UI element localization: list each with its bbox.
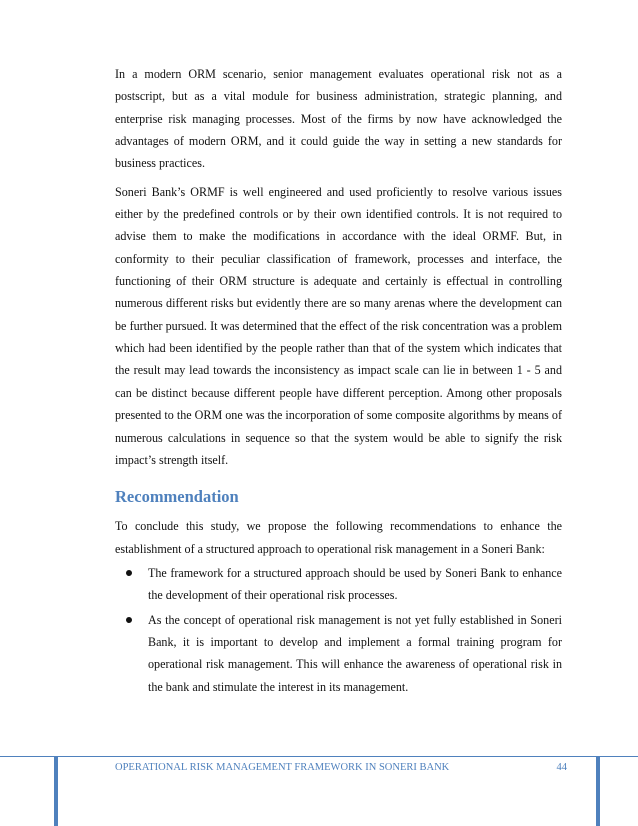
bullet-icon: [126, 570, 132, 576]
page-number: 44: [556, 762, 567, 773]
recommendation-intro: To conclude this study, we propose the following recommendations to enhance the establishment of a structured approach to operational risk management in a Soneri Bank:: [115, 519, 562, 556]
recommendation-heading: Recommendation: [115, 487, 239, 507]
list-item-text: As the concept of operational risk management is not yet fully established in Soneri Bank, it is important to develop and implement a formal training program for operational risk management. This will enhance the awareness of operational risk in the bank and stimulate the interest in its management.: [148, 612, 562, 694]
recommendation-list: [115, 562, 562, 698]
footer-rule-top: [0, 756, 638, 757]
list-item: [115, 609, 562, 698]
paragraph-orm-scenario: In a modern ORM scenario, senior management evaluates operational risk not as a postscript, but as a vital module for business administration, strategic planning, and enterprise risk managing processes. Most of the firms by now have acknowledged the advantages of modern ORM, and it could guide the way in setting a new standards for business practices.: [115, 67, 562, 171]
paragraph-soneri-ormf: Soneri Bank’s ORMF is well engineered and used proficiently to resolve various issues either by the predefined controls or by their own identified controls. It is not required to advise them to make the modifications in accordance with the ideal ORMF. But, in conformity to their peculiar classification of framework, processes and interface, the functioning of their ORM structure is adequate and certainly is effectual in controlling numerous different risks but evidently there are so many arenas where the development can be further pursued. It was determined that the effect of the risk concentration was a problem which had been identified by the people rather than that of the system which indicates that the result may lead towards the inconsistency as impact scale can lie in between 1 - 5 and can be distinct because different people have different perception. Among other proposals presented to the ORM one was the incorporation of some composite algorithms by means of numerous calculations in sequence so that the system would be able to signify the risk impact’s strength itself.: [115, 184, 562, 467]
page-footer: [115, 762, 567, 773]
footer-title: OPERATIONAL RISK MANAGEMENT FRAMEWORK IN SONERI BANK: [115, 762, 450, 773]
footer-bar-right: [596, 756, 600, 826]
bullet-icon: [126, 617, 132, 623]
page-content: [115, 63, 562, 698]
footer-bar-left: [54, 756, 58, 826]
list-item: [115, 562, 562, 607]
list-item-text: The framework for a structured approach should be used by Soneri Bank to enhance the development of their operational risk processes.: [148, 565, 562, 603]
